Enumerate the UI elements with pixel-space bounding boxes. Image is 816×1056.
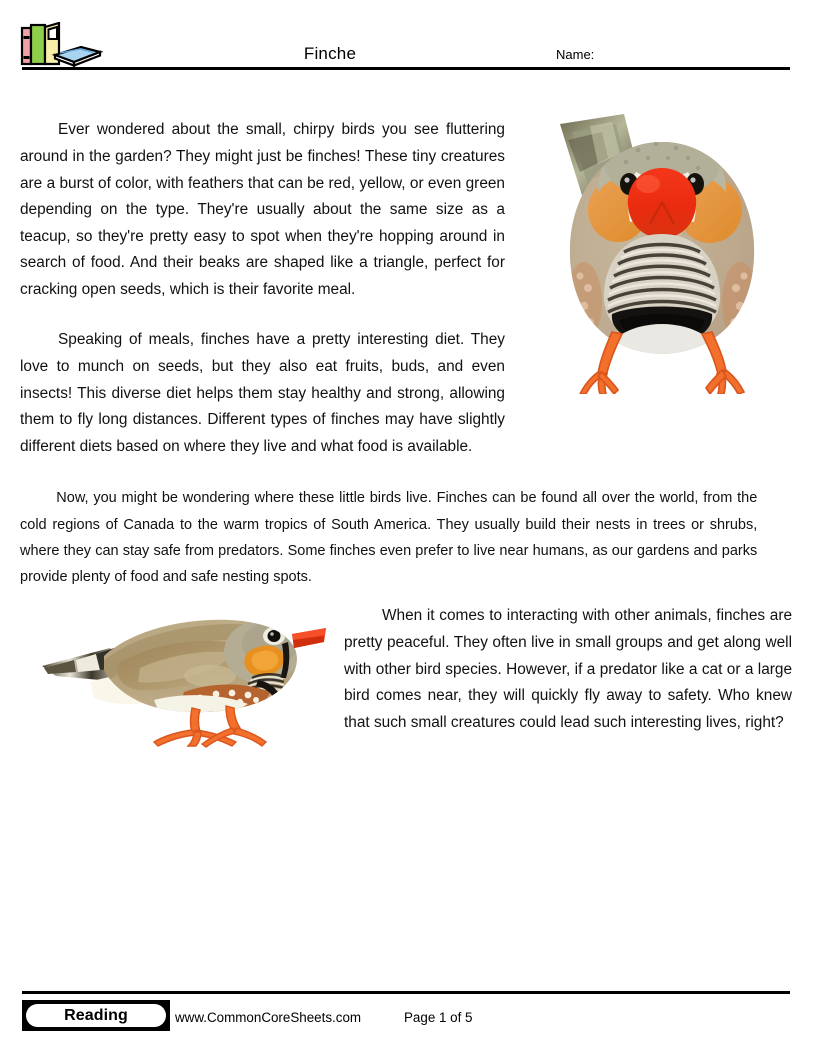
- passage-paragraph-3: Now, you might be wondering where these little birds live. Finches can be found all over the world, from the cold regions of Canada to the warm tropics of South America. They usually build their nests in trees or shrubs, where they can stay safe from predators. Some finches even prefer to live near humans, as our gardens and parks provide plenty of food and safe nesting spots.: [20, 489, 758, 586]
- footer-website: www.CommonCoreSheets.com: [175, 1010, 362, 1025]
- passage-paragraph-4: When it comes to interacting with other animals, finches are pretty peaceful. They often live in small groups and get along well with other bird species. However, if a predator like a cat or a large bird comes near, they will quickly fly away to safety. Who knew that such small creatures could lead such interesting lives, right?: [344, 607, 792, 731]
- page-header: [0, 0, 816, 76]
- footer-divider: [22, 991, 790, 994]
- zebra-finch-front-image: [528, 106, 796, 394]
- passage-paragraph-1: Ever wondered about the small, chirpy birds you see fluttering around in the garden? They might just be finches! These tiny creatures are a burst of color, with feathers that can be red, yellow, or even green depending on the type. They're usually about the same size as a teacup, so they're pretty easy to spot when they're hopping around in search of food. And their beaks are shaped like a triangle, perfect for cracking open seeds, which is their favorite meal.: [20, 121, 505, 298]
- passage-paragraph-2: Speaking of meals, finches have a pretty interesting diet. They love to munch on seeds, but they also eat fruits, buds, and even insects! This diverse diet helps them stay healthy and strong, allowing them to fly long distances. Different types of finches may have slightly different diets based on where they live and what food is available.: [20, 331, 505, 455]
- zebra-finch-profile-image: [34, 590, 326, 748]
- page-title: Finche: [303, 44, 357, 63]
- subject-badge-label: Reading: [26, 1004, 166, 1027]
- name-field-label: Name:: [556, 47, 595, 62]
- header-divider: [22, 67, 790, 70]
- subject-badge: [22, 1000, 170, 1031]
- footer-page-number: Page 1 of 5: [404, 1010, 473, 1025]
